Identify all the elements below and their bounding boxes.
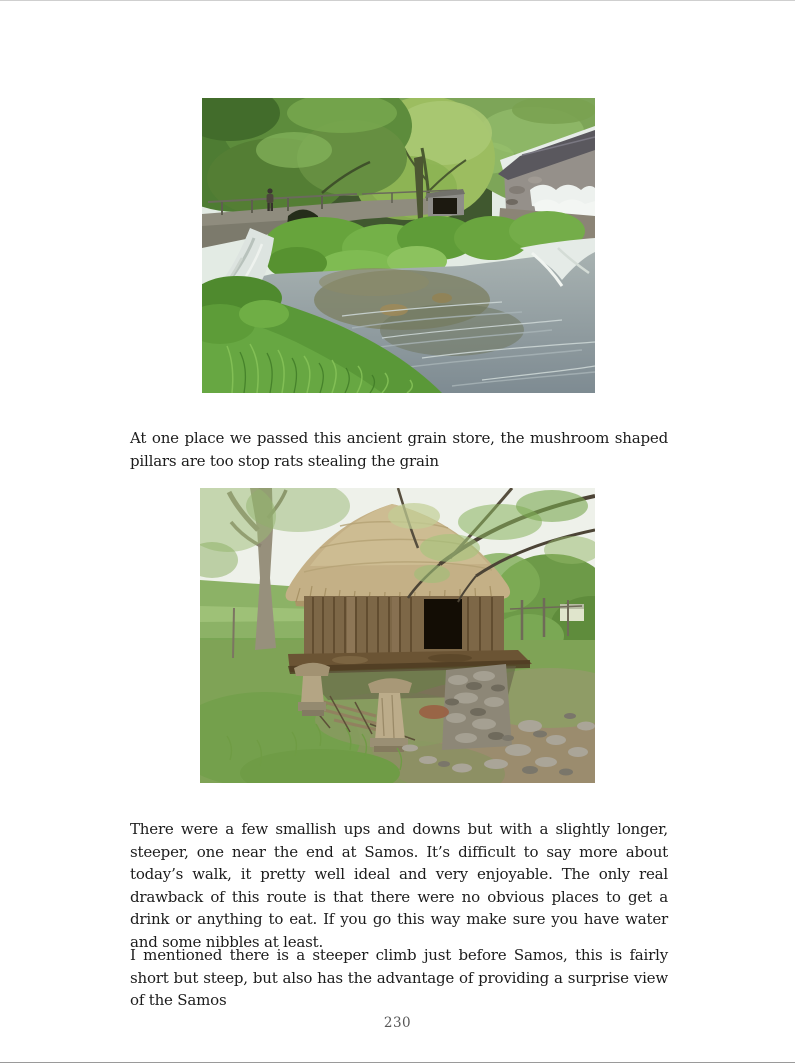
- grain-store-photo: [200, 488, 595, 783]
- river-photo: [202, 98, 595, 393]
- river-photo-illustration: [202, 98, 595, 393]
- grain-store-illustration: [200, 488, 595, 783]
- paragraph-2: I mentioned there is a steeper climb just before Samos, this is fairly short but steep, but also has the advantage of providing a surprise view of the Samos: [130, 946, 668, 1009]
- photo-caption: At one place we passed this ancient grain store, the mushroom shaped pillars are too stop rats stealing the grain: [130, 429, 668, 470]
- paragraph-1: There were a few smallish ups and downs but with a slightly longer, steeper, one near the end at Samos. It’s difficult to say more about today’s walk, it pretty well ideal and very enjoyable. The only real drawback of this route is that there were no obvious places to get a drink or anything to eat. If you go this way make sure you have water and some nibbles at least.: [130, 820, 668, 951]
- page-number: 230: [383, 1015, 412, 1031]
